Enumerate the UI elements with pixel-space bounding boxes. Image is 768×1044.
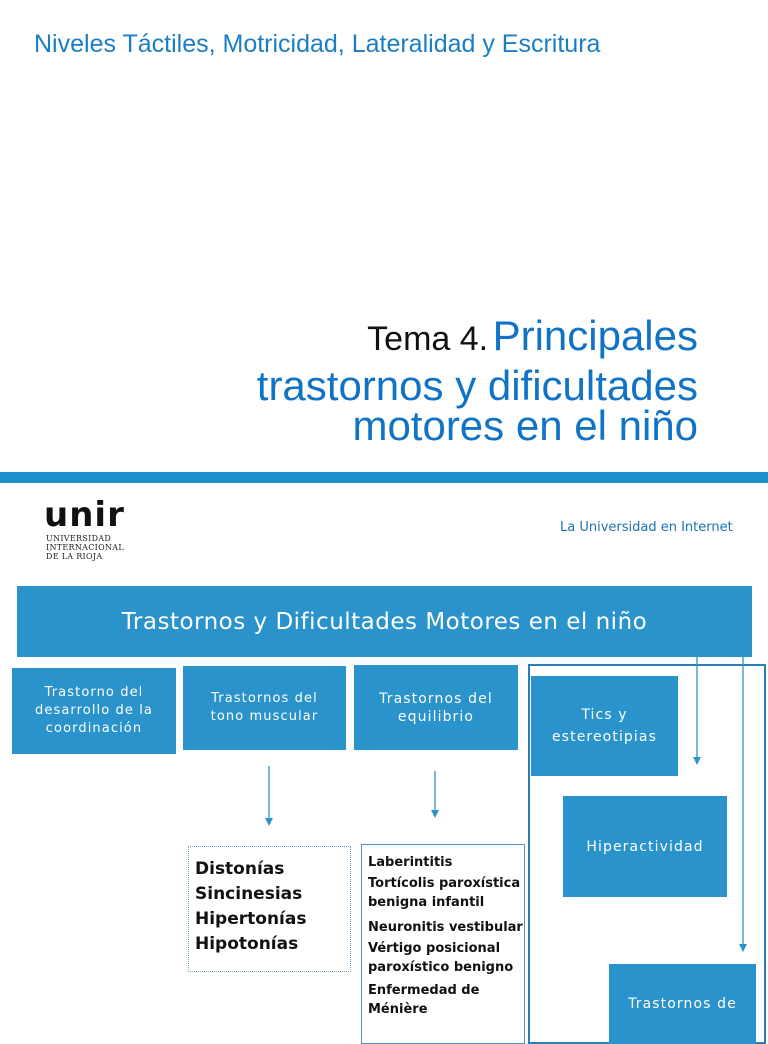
arrowhead-icon bbox=[431, 810, 439, 818]
arrowhead-icon bbox=[265, 818, 273, 826]
topic-line-3: motores en el niño bbox=[352, 402, 698, 449]
logo-sub-line: INTERNACIONAL bbox=[46, 543, 124, 552]
logo-sub-line: UNIVERSIDAD bbox=[46, 534, 112, 543]
box-line: Trastorno del bbox=[44, 685, 144, 700]
box-line: Tics y bbox=[581, 707, 628, 723]
box-trastornos-de: Trastornos de bbox=[609, 964, 756, 1044]
box-line: Trastornos del bbox=[379, 690, 493, 707]
box-line: coordinación bbox=[45, 721, 143, 736]
list-item-line: Ménière bbox=[368, 1002, 428, 1017]
box-hiperactividad: Hiperactividad bbox=[563, 796, 727, 897]
list-item-line: benigna infantil bbox=[368, 895, 485, 910]
box-line: desarrollo de la bbox=[35, 703, 153, 718]
logo-sub-line: DE LA RIOJA bbox=[46, 552, 103, 561]
list-item-line: Vértigo posicional bbox=[368, 941, 501, 956]
list-item-line: paroxístico benigno bbox=[368, 960, 514, 975]
course-title: Niveles Táctiles, Motricidad, Lateralidad y Escritura bbox=[34, 30, 601, 58]
topic-prefix: Tema 4. bbox=[367, 320, 489, 358]
list-item-line: Tortícolis paroxística bbox=[368, 876, 521, 891]
list-item: Hipotonías bbox=[195, 934, 299, 954]
box-line: equilibrio bbox=[397, 708, 475, 725]
unir-logo: unir bbox=[44, 495, 125, 535]
box-line: tono muscular bbox=[210, 709, 319, 724]
arrowhead-icon bbox=[739, 944, 747, 952]
list-item: Sincinesias bbox=[195, 884, 303, 904]
diagram-banner: Trastornos y Dificultades Motores en el niño bbox=[17, 586, 752, 657]
list-item: Laberintitis bbox=[368, 855, 453, 870]
list-item: Hipertonías bbox=[195, 909, 307, 929]
box-line: estereotipias bbox=[552, 729, 657, 745]
tagline: La Universidad en Internet bbox=[560, 520, 733, 535]
box-line: Trastornos del bbox=[211, 691, 318, 706]
list-item: Distonías bbox=[195, 859, 285, 879]
arrowhead-icon bbox=[693, 757, 701, 765]
list-item-line: Enfermedad de bbox=[368, 983, 480, 998]
topic-line-2: trastornos y dificultades bbox=[256, 362, 698, 409]
topic-line-1: Principales bbox=[492, 312, 698, 359]
list-item: Neuronitis vestibular bbox=[368, 920, 523, 935]
